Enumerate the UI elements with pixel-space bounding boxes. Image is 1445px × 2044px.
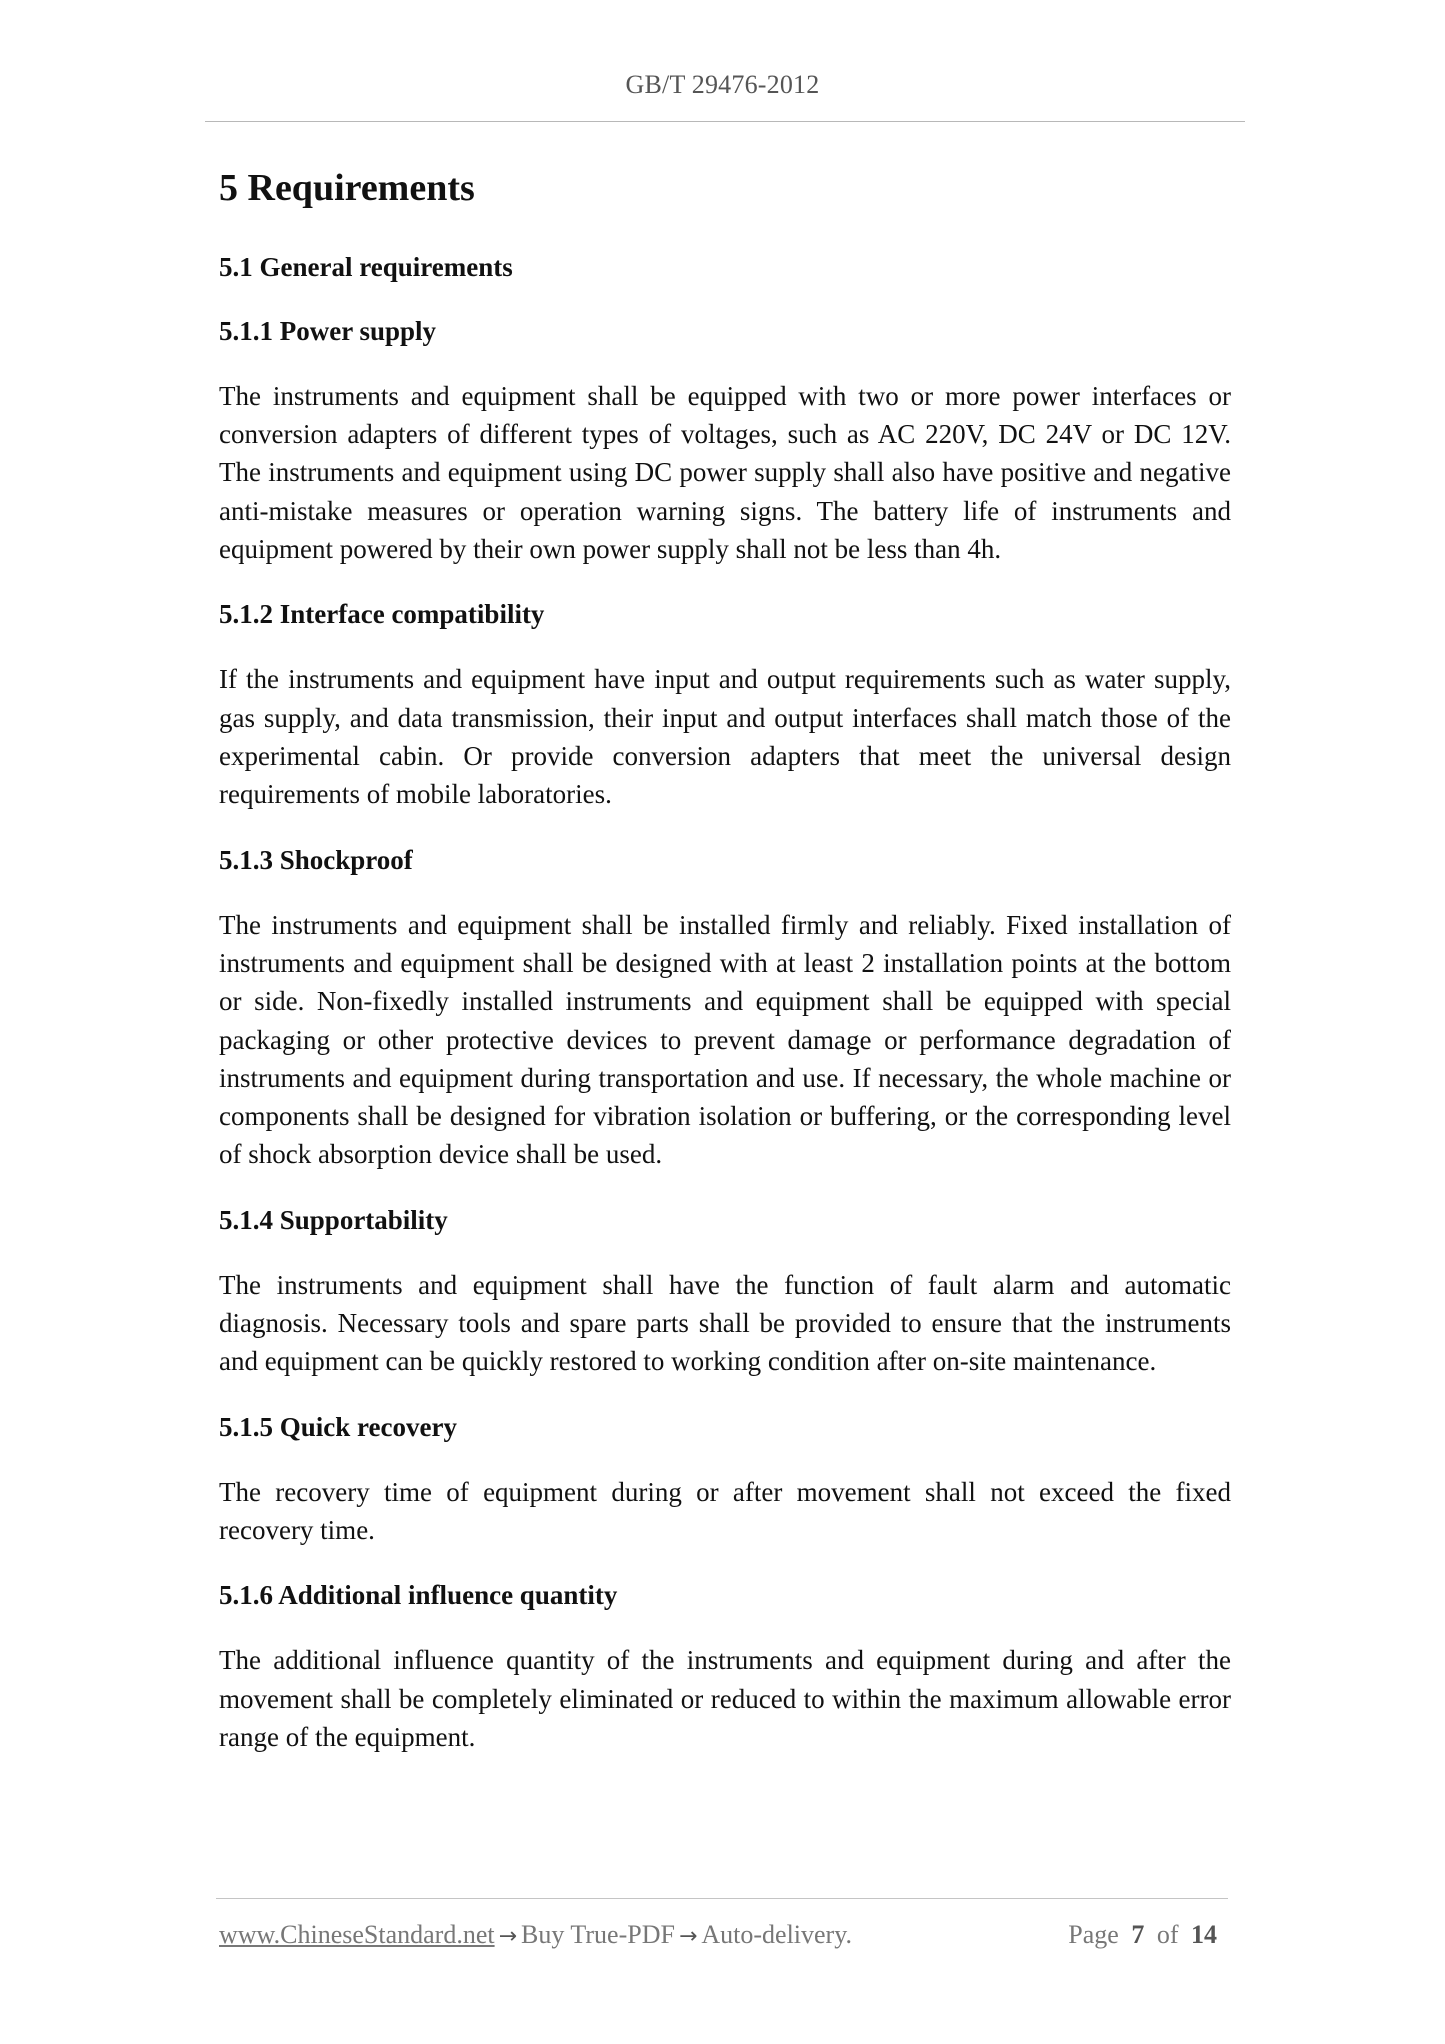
page-content xyxy=(219,166,1231,1785)
site-link[interactable]: www.ChineseStandard.net xyxy=(219,1920,495,1949)
subsection-heading: 5.1.6 Additional influence quantity xyxy=(219,1580,618,1611)
subsection-heading: 5.1.5 Quick recovery xyxy=(219,1411,457,1442)
subsection-heading: 5.1.3 Shockproof xyxy=(219,844,413,875)
subsection-additional-influence xyxy=(219,1578,1231,1756)
subsection-power-supply xyxy=(219,314,1231,569)
subsection-shockproof xyxy=(219,843,1231,1174)
arrow-right-icon: → xyxy=(678,1924,698,1949)
page-total: 14 xyxy=(1191,1920,1217,1949)
chapter-title: 5 Requirements xyxy=(219,167,475,209)
page-current: 7 xyxy=(1131,1920,1145,1949)
subsection-body: The instruments and equipment shall be equipped with two or more power interfaces or conversion adapters of different types of voltages, such as AC 220V, DC 24V or DC 12V. The instruments and equipment using DC power supply shall also have positive and negative anti-mistake measures or operation warning signs. The battery life of instruments and equipment powered by their own power supply shall not be less than 4h. xyxy=(219,380,1231,564)
subsection-heading: 5.1.2 Interface compatibility xyxy=(219,599,545,630)
subsection-body: The instruments and equipment shall have the function of fault alarm and automatic diagnosis. Necessary tools and spare parts shall be provided to ensure that the instruments and equipment can be quickly restored to working condition after on-site maintenance. xyxy=(219,1269,1231,1377)
footer-divider xyxy=(216,1898,1228,1899)
subsection-body: The additional influence quantity of the instruments and equipment during and after the movement shall be completely eliminated or reduced to within the maximum allowable error range of the equipment. xyxy=(219,1645,1231,1753)
subsection-interface-compatibility xyxy=(219,597,1231,813)
page-indicator xyxy=(1068,1920,1223,1950)
subsection-heading: 5.1.1 Power supply xyxy=(219,315,437,346)
subsection-quick-recovery xyxy=(219,1410,1231,1550)
page-of: of xyxy=(1156,1920,1179,1949)
subsection-body: The recovery time of equipment during or after movement shall not exceed the fixed recovery time. xyxy=(219,1476,1231,1546)
delivery-text: Auto-delivery. xyxy=(701,1920,853,1949)
subsection-heading: 5.1.4 Supportability xyxy=(219,1204,448,1235)
page-label: Page xyxy=(1068,1920,1119,1949)
subsection-body: If the instruments and equipment have input and output requirements such as water supply, gas supply, and data transmission, their input and output interfaces shall match those of the experimental cabin. Or provide conversion adapters that meet the universal design requirements of mobile laboratories. xyxy=(219,664,1231,810)
subsection-body: The instruments and equipment shall be installed firmly and reliably. Fixed installation of instruments and equipment shall be designed with at least 2 installation points at the bottom or side. Non-fixedly installed instruments and equipment shall be equipped with special packaging or other protective devices to prevent damage or performance degradation of instruments and equipment during transportation and use. If necessary, the whole machine or components shall be designed for vibration isolation or buffering, or the corresponding level of shock absorption device shall be used. xyxy=(219,909,1231,1170)
footer-promo xyxy=(219,1920,852,1950)
document-code-header: GB/T 29476-2012 xyxy=(625,70,820,99)
subsection-supportability xyxy=(219,1203,1231,1381)
header-divider xyxy=(205,121,1245,122)
arrow-right-icon: → xyxy=(498,1924,518,1949)
section-heading: 5.1 General requirements xyxy=(219,251,513,282)
buy-text: Buy True-PDF xyxy=(521,1920,675,1949)
